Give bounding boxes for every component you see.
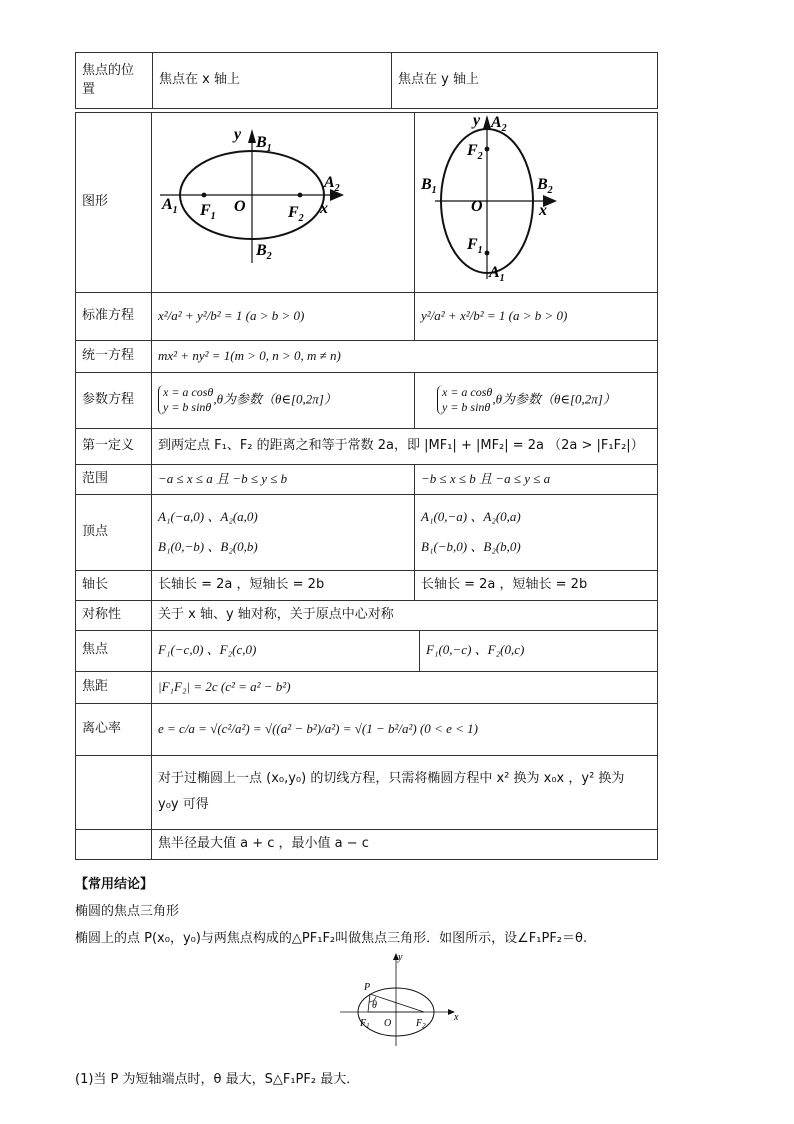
tangent-text: 对于过椭圆上一点 (x₀,y₀) 的切线方程，只需将椭圆方程中 x² 换为 x₀x ，y² 换为 y₀y 可得 [152, 755, 658, 829]
ecc-label: 离心率 [76, 703, 152, 755]
x-focus-header: 焦点在 x 轴上 [153, 53, 392, 109]
standard-label: 标准方程 [76, 292, 152, 340]
focal-label: 焦距 [76, 671, 152, 703]
svg-text:F1: $F_1$ [467, 236, 483, 256]
focus-label: 焦点 [76, 630, 152, 671]
y-param-eq: x = a cosθ y = b sinθ,θ为参数（θ∈[0,2π]） [415, 372, 658, 428]
svg-text:F2: $F_2$ [288, 204, 304, 224]
vertex-label: 顶点 [76, 494, 152, 570]
range-label: 范围 [76, 464, 152, 494]
x-ellipse-svg [152, 113, 412, 285]
y-vertices: A₁(0,−a) 、A₂(0,a) B₁(−b,0) 、B₂(b,0) [415, 494, 658, 570]
y-foci: F₁(0,−c) 、F₂(0,c) [426, 642, 525, 658]
svg-text:A2: $A_2$ [324, 174, 340, 194]
unified-eq: mx² + ny² = 1(m > 0, n > 0, m ≠ n) [152, 340, 658, 372]
y-focus-header: 焦点在 y 轴上 [392, 53, 658, 109]
x-vertices: A₁(−a,0) 、A₂(a,0) B₁(0,−b) 、B₂(0,b) [152, 494, 415, 570]
svg-text:x: x [539, 202, 547, 219]
x-standard-eq: x²/a² + y²/b² = 1 (a > b > 0) [152, 292, 415, 340]
y-param-system: x = a cosθ y = b sinθ [437, 385, 492, 415]
x-ellipse-figure [152, 113, 415, 293]
ellipse-properties-table [75, 112, 658, 860]
svg-text:O: O [234, 198, 246, 215]
param-label: 参数方程 [76, 372, 152, 428]
focal-triangle-para: 椭圆上的点 P(x₀，y₀)与两焦点构成的△PF₁F₂叫做焦点三角形．如图所示，设∠F₁PF₂＝θ. [75, 931, 588, 946]
focus-cells [152, 630, 658, 671]
x-range: −a ≤ x ≤ a 且 −b ≤ y ≤ b [152, 464, 415, 494]
position-label: 焦点的位置 [76, 53, 153, 109]
header-table [75, 52, 658, 109]
svg-text:B1: $B_1$ [256, 134, 272, 154]
focal-triangle-figure [336, 950, 466, 1050]
svg-text:B2: $B_2$ [537, 176, 553, 196]
x-foci: F₁(−c,0) 、F₂(c,0) [152, 631, 420, 671]
y-range: −b ≤ x ≤ b 且 −a ≤ y ≤ a [415, 464, 658, 494]
svg-text:F2: $F_2$ [467, 142, 483, 162]
svg-text:y: y [398, 952, 403, 963]
svg-text:A1: $A_1$ [162, 196, 178, 216]
focal-triangle-title: 椭圆的焦点三角形 [75, 904, 180, 919]
svg-text:B2: $B_2$ [256, 242, 272, 262]
y-ellipse-figure [415, 113, 658, 293]
svg-text:x: x [454, 1012, 459, 1023]
y-standard-eq: y²/a² + x²/b² = 1 (a > b > 0) [415, 292, 658, 340]
svg-text:F2: $F_2$ [416, 1018, 426, 1030]
unified-label: 统一方程 [76, 340, 152, 372]
def1-text: 到两定点 F₁、F₂ 的距离之和等于常数 2a，即 |MF₁| + |MF₂| = 2a （2a > |F₁F₂|） [152, 428, 658, 464]
focal-text: |F₁F₂| = 2c (c² = a² − b²) [152, 671, 658, 703]
svg-text:F1: $F_1$ [200, 202, 216, 222]
svg-text:θ: θ [372, 1000, 377, 1011]
svg-text:x: x [320, 200, 328, 217]
svg-text:y: y [473, 113, 481, 129]
ecc-text: e = c/a = √(c²/a²) = √((a² − b²)/a²) = √(1 − b²/a²) (0 < e < 1) [152, 703, 658, 755]
y-axis-length: 长轴长 = 2a ，短轴长 = 2b [415, 570, 658, 600]
svg-text:O: O [471, 198, 483, 215]
figure-label: 图形 [76, 113, 152, 293]
svg-text:y: y [234, 126, 242, 143]
symmetry-label: 对称性 [76, 600, 152, 630]
note-1: (1)当 P 为短轴端点时，θ 最大，S△F₁PF₂ 最大． [75, 1072, 360, 1087]
svg-text:P: P [364, 982, 371, 993]
svg-text:F1: $F_1$ [360, 1018, 370, 1030]
x-param-eq: x = a cosθ y = b sinθ,θ为参数（θ∈[0,2π]） [152, 372, 415, 428]
figure-row [76, 113, 658, 293]
x-axis-length: 长轴长 = 2a ，短轴长 = 2b [152, 570, 415, 600]
x-param-system: x = a cosθ y = b sinθ [158, 385, 213, 415]
tangent-blank [76, 755, 152, 829]
svg-text:B1: $B_1$ [421, 176, 437, 196]
svg-text:O: O [384, 1018, 392, 1029]
def1-label: 第一定义 [76, 428, 152, 464]
symmetry-text: 关于 x 轴、y 轴对称，关于原点中心对称 [152, 600, 658, 630]
svg-text:A2: $A_2$ [491, 114, 507, 134]
radius-text: 焦半径最大值 a + c ，最小值 a − c [152, 829, 658, 859]
svg-text:A1: $A_1$ [489, 264, 505, 284]
y-ellipse-svg [415, 113, 675, 285]
radius-blank [76, 829, 152, 859]
conclusions-heading: 【常用结论】 [75, 877, 154, 892]
axis-label: 轴长 [76, 570, 152, 600]
